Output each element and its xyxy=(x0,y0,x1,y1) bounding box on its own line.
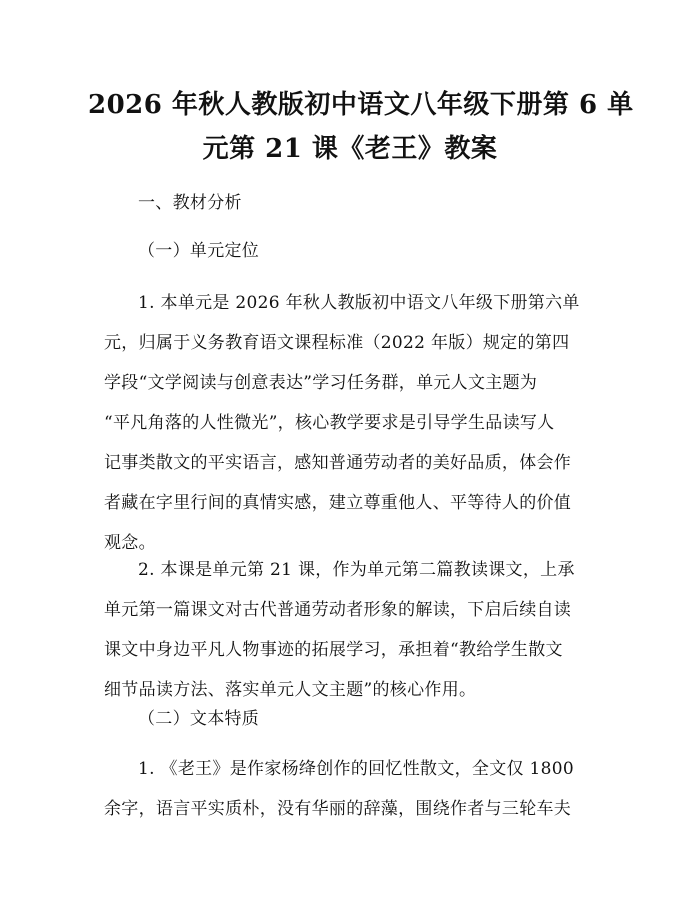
paragraph-unit-position-2 xyxy=(104,550,600,710)
paragraph-line: 元，归属于义务教育语文课程标准（2022 年版）规定的第四 xyxy=(104,333,570,353)
paragraph-unit-position-1 xyxy=(104,283,600,563)
paragraph-line: 1. 本单元是 2026 年秋人教版初中语文八年级下册第六单 xyxy=(138,293,580,313)
paragraph-line: “平凡角落的人性微光”，核心教学要求是引导学生品读写人 xyxy=(104,413,555,433)
document-title-line-1: 2026 年秋人教版初中语文八年级下册第 6 单 xyxy=(88,90,634,120)
document-title-line-2: 元第 21 课《老王》教案 xyxy=(202,134,498,164)
paragraph-text-features-1 xyxy=(104,749,600,829)
paragraph-line: 记事类散文的平实语言，感知普通劳动者的美好品质，体会作 xyxy=(104,453,572,473)
paragraph-line: 者藏在字里行间的真情实感，建立尊重他人、平等待人的价值 xyxy=(104,493,572,513)
section-heading-textbook-analysis: 一、教材分析 xyxy=(138,193,242,213)
subsection-heading-unit-position: （一）单元定位 xyxy=(138,241,260,261)
paragraph-line: 2. 本课是单元第 21 课，作为单元第二篇教读课文，上承 xyxy=(138,560,575,580)
paragraph-line: 观念。 xyxy=(104,533,156,553)
paragraph-line: 课文中身边平凡人物事迹的拓展学习，承担着“教给学生散文 xyxy=(104,640,563,660)
paragraph-line: 学段“文学阅读与创意表达”学习任务群，单元人文主题为 xyxy=(104,373,538,393)
paragraph-line: 1. 《老王》是作家杨绛创作的回忆性散文，全文仅 1800 xyxy=(138,759,574,779)
paragraph-line: 单元第一篇课文对古代普通劳动者形象的解读，下启后续自读 xyxy=(104,600,572,620)
paragraph-line: 余字，语言平实质朴，没有华丽的辞藻，围绕作者与三轮车夫 xyxy=(104,799,572,819)
subsection-heading-text-features: （二）文本特质 xyxy=(138,709,260,729)
paragraph-line: 细节品读方法、落实单元人文主题”的核心作用。 xyxy=(104,680,477,700)
